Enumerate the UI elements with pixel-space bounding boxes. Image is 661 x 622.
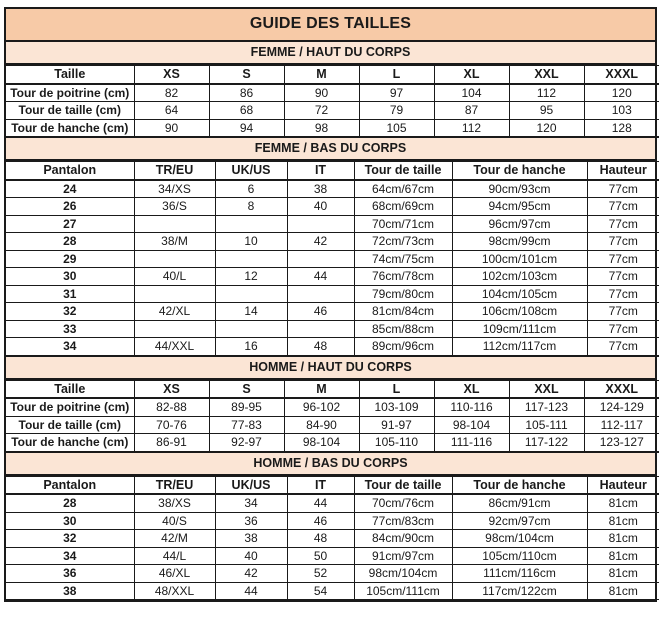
table-cell: 14 xyxy=(215,303,287,321)
section-band-homme-haut: HOMME / HAUT DU CORPS xyxy=(6,357,655,380)
column-header: TR/EU xyxy=(134,162,215,180)
column-header: XS xyxy=(134,380,209,398)
row-label: 27 xyxy=(6,215,134,233)
table-cell: 105cm/111cm xyxy=(354,582,452,600)
table-cell: 77cm xyxy=(587,303,659,321)
row-label: 31 xyxy=(6,285,134,303)
table-cell: 68 xyxy=(209,102,284,120)
table-cell: 117cm/122cm xyxy=(452,582,587,600)
column-header: XL xyxy=(434,380,509,398)
table-cell: 38 xyxy=(215,530,287,548)
table-cell: 46 xyxy=(287,303,354,321)
column-header: L xyxy=(359,66,434,84)
table-cell: 81cm xyxy=(587,512,659,530)
table-cell: 6 xyxy=(215,180,287,198)
table-row xyxy=(6,512,659,530)
femme-bas-table xyxy=(6,161,659,357)
row-label: Tour de poitrine (cm) xyxy=(6,398,134,416)
table-cell: 79cm/80cm xyxy=(354,285,452,303)
column-header: Taille xyxy=(6,66,134,84)
row-label: 29 xyxy=(6,250,134,268)
column-header: XXXL xyxy=(584,380,659,398)
table-cell: 52 xyxy=(287,565,354,583)
table-cell: 77cm xyxy=(587,338,659,356)
table-cell: 98cm/104cm xyxy=(452,530,587,548)
table-cell: 77cm xyxy=(587,320,659,338)
table-cell: 8 xyxy=(215,198,287,216)
table-cell: 98 xyxy=(284,119,359,137)
table-cell: 42/M xyxy=(134,530,215,548)
table-cell: 40 xyxy=(215,547,287,565)
row-label: 33 xyxy=(6,320,134,338)
table-row xyxy=(6,320,659,338)
table-cell: 50 xyxy=(287,547,354,565)
table-row xyxy=(6,398,659,416)
table-cell: 117-122 xyxy=(509,434,584,452)
table-cell: 77cm xyxy=(587,180,659,198)
table-cell: 79 xyxy=(359,102,434,120)
table-cell: 96-102 xyxy=(284,398,359,416)
table-cell: 90 xyxy=(284,84,359,102)
header-row xyxy=(6,380,659,398)
column-header: Taille xyxy=(6,380,134,398)
table-cell: 96cm/97cm xyxy=(452,215,587,233)
column-header: XXL xyxy=(509,380,584,398)
table-cell: 89cm/96cm xyxy=(354,338,452,356)
table-cell: 10 xyxy=(215,233,287,251)
table-cell: 89-95 xyxy=(209,398,284,416)
column-header: Tour de taille xyxy=(354,476,452,494)
table-cell: 70-76 xyxy=(134,416,209,434)
table-cell: 36 xyxy=(215,512,287,530)
table-cell: 54 xyxy=(287,582,354,600)
table-cell: 112 xyxy=(509,84,584,102)
table-cell: 98cm/99cm xyxy=(452,233,587,251)
table-cell: 106cm/108cm xyxy=(452,303,587,321)
row-label: Tour de taille (cm) xyxy=(6,102,134,120)
table-cell: 77cm xyxy=(587,233,659,251)
table-cell: 105cm/110cm xyxy=(452,547,587,565)
row-label: Tour de hanche (cm) xyxy=(6,119,134,137)
table-row xyxy=(6,285,659,303)
table-cell: 86 xyxy=(209,84,284,102)
row-label: 28 xyxy=(6,233,134,251)
column-header: XL xyxy=(434,66,509,84)
column-header: IT xyxy=(287,476,354,494)
table-cell: 104cm/105cm xyxy=(452,285,587,303)
row-label: 32 xyxy=(6,530,134,548)
table-cell: 112-117 xyxy=(584,416,659,434)
row-label: 30 xyxy=(6,268,134,286)
row-label: Tour de poitrine (cm) xyxy=(6,84,134,102)
table-cell: 82 xyxy=(134,84,209,102)
table-cell: 44 xyxy=(287,494,354,512)
table-cell xyxy=(134,320,215,338)
table-cell: 98-104 xyxy=(284,434,359,452)
row-label: 38 xyxy=(6,582,134,600)
table-cell: 72cm/73cm xyxy=(354,233,452,251)
column-header: S xyxy=(209,380,284,398)
table-cell: 48 xyxy=(287,530,354,548)
table-cell: 77cm/83cm xyxy=(354,512,452,530)
section-band-femme-bas: FEMME / BAS DU CORPS xyxy=(6,138,655,161)
table-cell: 48 xyxy=(287,338,354,356)
table-cell: 91cm/97cm xyxy=(354,547,452,565)
table-row xyxy=(6,233,659,251)
table-cell: 104 xyxy=(434,84,509,102)
table-cell: 100cm/101cm xyxy=(452,250,587,268)
table-row xyxy=(6,102,659,120)
table-cell: 77cm xyxy=(587,198,659,216)
table-cell: 38 xyxy=(287,180,354,198)
column-header: TR/EU xyxy=(134,476,215,494)
table-row xyxy=(6,565,659,583)
section-band-homme-bas: HOMME / BAS DU CORPS xyxy=(6,453,655,476)
row-label: 30 xyxy=(6,512,134,530)
table-cell: 105-111 xyxy=(509,416,584,434)
column-header: XXXL xyxy=(584,66,659,84)
table-cell: 68cm/69cm xyxy=(354,198,452,216)
table-cell: 86-91 xyxy=(134,434,209,452)
table-cell: 94 xyxy=(209,119,284,137)
table-cell: 111-116 xyxy=(434,434,509,452)
table-cell: 44 xyxy=(287,268,354,286)
table-cell: 70cm/71cm xyxy=(354,215,452,233)
table-cell: 74cm/75cm xyxy=(354,250,452,268)
homme-bas-table xyxy=(6,476,659,601)
column-header: S xyxy=(209,66,284,84)
table-cell: 120 xyxy=(584,84,659,102)
table-cell: 16 xyxy=(215,338,287,356)
table-cell: 112cm/117cm xyxy=(452,338,587,356)
table-cell: 12 xyxy=(215,268,287,286)
table-cell xyxy=(287,215,354,233)
column-header: Tour de hanche xyxy=(452,476,587,494)
table-cell: 36/S xyxy=(134,198,215,216)
table-cell: 120 xyxy=(509,119,584,137)
table-row xyxy=(6,119,659,137)
table-cell: 110-116 xyxy=(434,398,509,416)
table-cell: 90 xyxy=(134,119,209,137)
column-header: L xyxy=(359,380,434,398)
row-label: 36 xyxy=(6,565,134,583)
row-label: 24 xyxy=(6,180,134,198)
table-cell xyxy=(134,215,215,233)
table-cell: 81cm xyxy=(587,530,659,548)
table-cell xyxy=(287,285,354,303)
table-row xyxy=(6,303,659,321)
table-cell: 87 xyxy=(434,102,509,120)
table-cell: 84cm/90cm xyxy=(354,530,452,548)
table-row xyxy=(6,338,659,356)
table-cell: 92cm/97cm xyxy=(452,512,587,530)
table-cell: 123-127 xyxy=(584,434,659,452)
table-cell: 77cm xyxy=(587,268,659,286)
column-header: M xyxy=(284,380,359,398)
table-cell: 34 xyxy=(215,494,287,512)
table-cell xyxy=(287,250,354,268)
page-title: GUIDE DES TAILLES xyxy=(6,9,655,42)
table-cell: 38/M xyxy=(134,233,215,251)
table-cell: 48/XXL xyxy=(134,582,215,600)
table-cell xyxy=(215,320,287,338)
table-row xyxy=(6,582,659,600)
table-cell: 81cm xyxy=(587,494,659,512)
table-row xyxy=(6,215,659,233)
table-cell: 103 xyxy=(584,102,659,120)
column-header: UK/US xyxy=(215,476,287,494)
column-header: Pantalon xyxy=(6,162,134,180)
table-cell xyxy=(215,215,287,233)
table-cell xyxy=(215,250,287,268)
table-row xyxy=(6,494,659,512)
table-cell: 81cm/84cm xyxy=(354,303,452,321)
table-cell: 42/XL xyxy=(134,303,215,321)
header-row xyxy=(6,66,659,84)
column-header: Hauteur xyxy=(587,162,659,180)
table-cell: 98-104 xyxy=(434,416,509,434)
table-cell: 124-129 xyxy=(584,398,659,416)
table-cell xyxy=(287,320,354,338)
table-cell: 85cm/88cm xyxy=(354,320,452,338)
size-guide-table xyxy=(4,7,657,602)
table-cell: 103-109 xyxy=(359,398,434,416)
column-header: M xyxy=(284,66,359,84)
table-cell: 105-110 xyxy=(359,434,434,452)
table-cell: 72 xyxy=(284,102,359,120)
column-header: Hauteur xyxy=(587,476,659,494)
table-cell: 95 xyxy=(509,102,584,120)
header-row xyxy=(6,162,659,180)
table-cell: 77-83 xyxy=(209,416,284,434)
table-cell: 40/S xyxy=(134,512,215,530)
table-cell: 109cm/111cm xyxy=(452,320,587,338)
table-cell: 34/XS xyxy=(134,180,215,198)
table-cell: 97 xyxy=(359,84,434,102)
column-header: IT xyxy=(287,162,354,180)
table-row xyxy=(6,530,659,548)
column-header: Tour de hanche xyxy=(452,162,587,180)
table-cell: 64 xyxy=(134,102,209,120)
row-label: Tour de hanche (cm) xyxy=(6,434,134,452)
column-header: Pantalon xyxy=(6,476,134,494)
column-header: Tour de taille xyxy=(354,162,452,180)
table-cell xyxy=(134,285,215,303)
row-label: 32 xyxy=(6,303,134,321)
table-row xyxy=(6,268,659,286)
table-cell: 94cm/95cm xyxy=(452,198,587,216)
table-cell xyxy=(134,250,215,268)
table-cell: 84-90 xyxy=(284,416,359,434)
table-row xyxy=(6,547,659,565)
table-cell: 77cm xyxy=(587,215,659,233)
table-cell: 112 xyxy=(434,119,509,137)
table-cell: 46/XL xyxy=(134,565,215,583)
table-cell: 86cm/91cm xyxy=(452,494,587,512)
table-cell: 102cm/103cm xyxy=(452,268,587,286)
table-row xyxy=(6,416,659,434)
table-row xyxy=(6,84,659,102)
table-cell: 64cm/67cm xyxy=(354,180,452,198)
table-cell: 82-88 xyxy=(134,398,209,416)
row-label: 34 xyxy=(6,338,134,356)
table-cell: 81cm xyxy=(587,565,659,583)
table-cell xyxy=(215,285,287,303)
table-cell: 105 xyxy=(359,119,434,137)
row-label: Tour de taille (cm) xyxy=(6,416,134,434)
table-cell: 92-97 xyxy=(209,434,284,452)
table-row xyxy=(6,198,659,216)
table-row xyxy=(6,180,659,198)
row-label: 26 xyxy=(6,198,134,216)
femme-haut-table xyxy=(6,65,659,138)
table-cell: 98cm/104cm xyxy=(354,565,452,583)
table-cell: 44/L xyxy=(134,547,215,565)
table-row xyxy=(6,434,659,452)
header-row xyxy=(6,476,659,494)
table-cell: 76cm/78cm xyxy=(354,268,452,286)
row-label: 34 xyxy=(6,547,134,565)
table-cell: 44/XXL xyxy=(134,338,215,356)
column-header: XS xyxy=(134,66,209,84)
column-header: XXL xyxy=(509,66,584,84)
table-cell: 42 xyxy=(215,565,287,583)
table-cell: 40/L xyxy=(134,268,215,286)
section-band-femme-haut: FEMME / HAUT DU CORPS xyxy=(6,42,655,65)
table-cell: 117-123 xyxy=(509,398,584,416)
column-header: UK/US xyxy=(215,162,287,180)
table-cell: 38/XS xyxy=(134,494,215,512)
table-cell: 70cm/76cm xyxy=(354,494,452,512)
table-cell: 42 xyxy=(287,233,354,251)
table-cell: 46 xyxy=(287,512,354,530)
table-cell: 81cm xyxy=(587,547,659,565)
table-cell: 77cm xyxy=(587,250,659,268)
table-cell: 44 xyxy=(215,582,287,600)
table-cell: 77cm xyxy=(587,285,659,303)
table-cell: 81cm xyxy=(587,582,659,600)
table-cell: 128 xyxy=(584,119,659,137)
table-cell: 111cm/116cm xyxy=(452,565,587,583)
table-cell: 40 xyxy=(287,198,354,216)
table-cell: 90cm/93cm xyxy=(452,180,587,198)
row-label: 28 xyxy=(6,494,134,512)
table-row xyxy=(6,250,659,268)
table-cell: 91-97 xyxy=(359,416,434,434)
homme-haut-table xyxy=(6,380,659,453)
